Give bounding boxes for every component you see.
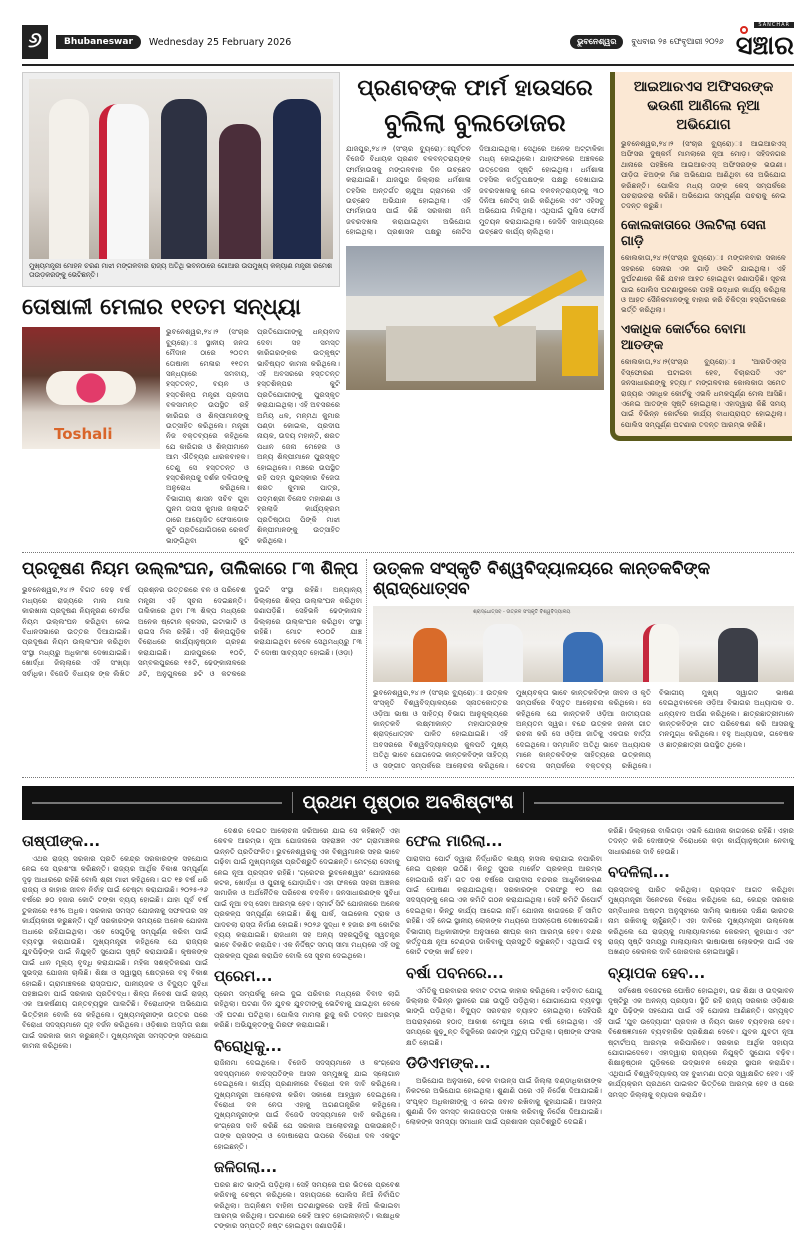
pollution-headline: ପ୍ରଦୂଷଣ ନିୟମ ଉଲ୍ଲଂଘନ, ତାଲିକାରେ ୮୩ ଶିଳ୍ପ [22,558,359,579]
continued-body: ଏଥର ରାଜ୍ୟ ସରକାର ପ୍ରତି କେନ୍ଦ୍ର ସରକାରଙ୍କ ସହଯୋଗ ନେଇ ସେ ପ୍ରଶଂସା କରିଛନ୍ତି। ରାଜ୍ୟର ଆର୍ଥିକ ବିକାଶ ସମ୍ପୂର୍ଣ୍ଣ ଦୃଢ଼ ଆଧାରରେ ରହିଛି ବୋଲି ଶ୍ରୀ ମାଝୀ କହିଥିଲେ। ଗତ ୧୭ ବର୍ଷ ଧରି ରାଜ୍ୟ ଓ କାହାର ଜୀବନ ନିର୍ବାହ ପାଇଁ ଚେଷ୍ଟା କରାଯାଉଛି। ୨୦୨୫-୨୬ ବର୍ଷରେ ୭୦ ହଜାର କୋଟି ଟଙ୍କା ବ୍ୟୟ ହୋଇଛି। ଯାହା ପୂର୍ବ ବର୍ଷ ତୁଳନାରେ ୧୫% ଅଧିକ। ସରକାର ସମସ୍ତ ଯୋଜନାକୁ ସଫଳତାର ସହ କାର୍ଯ୍ୟକାରୀ କରୁଛନ୍ତି। ପୂର୍ବ ସରକାରଙ୍କ ସମୟରେ ଅନେକ ଯୋଜନା ଅଧାରେ ରହିଯାଇଥିଲା। ଏବେ ସେଗୁଡ଼ିକୁ ସମ୍ପୂର୍ଣ୍ଣ କରିବା ପାଇଁ ବ୍ୟବସ୍ଥା କରାଯାଉଛି। ମୁଖ୍ୟମନ୍ତ୍ରୀ କହିଥିଲେ ଯେ ରାଜ୍ୟର ଯୁବପିଢ଼ିଙ୍କ ପାଇଁ ନିଯୁକ୍ତି ସୁଯୋଗ ସୃଷ୍ଟି କରାଯାଉଛି। କୃଷକଙ୍କ ପାଇଁ ଧାନ ମୂଲ୍ୟ ବୃଦ୍ଧି କରାଯାଇଛି। ମହିଳା ସଶକ୍ତିକରଣ ପାଇଁ ସୁଭଦ୍ରା ଯୋଜନା ଚାଲିଛି। ଶିକ୍ଷା ଓ ସ୍ୱାସ୍ଥ୍ୟ କ୍ଷେତ୍ରରେ ବହୁ ବିକାଶ ହୋଇଛି। ଗ୍ରାମାଞ୍ଚଳରେ ରାସ୍ତାଘାଟ, ପାନୀୟଜଳ ଓ ବିଦ୍ୟୁତ ସୁବିଧା ପହଞ୍ଚାଇବା ପାଇଁ ସରକାର ପ୍ରତିବଦ୍ଧ। ଶିଳ୍ପ ନିବେଶ ପାଇଁ ରାଜ୍ୟ ଏକ ଆକର୍ଷଣୀୟ ଗନ୍ତବ୍ୟସ୍ଥଳ ପାଲଟିଛି। ବିରୋଧୀଙ୍କ ଅଭିଯୋଗ ଭିତ୍ତିହୀନ ବୋଲି ସେ କହିଥିଲେ। ମୁଖ୍ୟମନ୍ତ୍ରୀଙ୍କ ଉତ୍ତର ପରେ ବିରୋଧୀ ସଦସ୍ୟମାନେ ଗୃହ ବର୍ଜନ କରିଥିଲେ। ଓଡ଼ିଶାର ଅସ୍ମିତା ରକ୍ଷା ପାଇଁ ସରକାର କାମ କରୁଛନ୍ତି। ମୁଖ୍ୟମନ୍ତ୍ରୀ ସମସ୍ତଙ୍କ ସହଯୋଗ କାମନା କରିଥିଲେ। [22,853,208,1051]
continued-title: ବ୍ୟାପକ ହେବ... [608,963,706,982]
person-figure [643,624,679,682]
banner-rule [32,802,282,804]
continued-banner-title: ପ୍ରଥମ ପୃଷ୍ଠାର ଅବଶିଷ୍ଟାଂଶ [292,792,525,813]
continued-title: ବଦଳିଲା... [608,863,670,882]
person-figure [718,628,758,682]
continued-title: ଜଳିଗଲା... [214,1158,278,1177]
toshali-photo [22,327,160,449]
bulldozer-headline-line1: ପ୍ରଣବଙ୍କ ଫାର୍ମ ହାଉସରେ [357,76,593,101]
continued-body: ରାଜିନାମା ଦେଇଥିଲେ। ବିଜେଡି ସଦସ୍ୟମାନେ ଓ କଂଗ୍ରେସ ସଦସ୍ୟମାନେ ବାଚସ୍ପତିଙ୍କ ଆସନ ସମ୍ମୁଖକୁ ଯାଇ ସ୍ଲୋଗାନ ଦେଇଥିଲେ। କାର୍ଯ୍ୟ ପ୍ରଣାଳୀରେ ବିରୋଧୀ ଦଳ ଦାବି କରିଥିଲେ। ମୁଖ୍ୟମନ୍ତ୍ରୀ ଆଲୋଚନା କରିବା ସକାଶେ ଆହ୍ୱାନ ଦେଇଥିଲେ। ବିରୋଧୀ ଦଳ ନେତା ଏହାକୁ ଅଗଣତାନ୍ତ୍ରିକ କହିଥିଲେ। ମୁଖ୍ୟମନ୍ତ୍ରୀଙ୍କ ପାଇଁ ବିଜେଡି ସଦସ୍ୟମାନେ ଦାବି କରିଥିଲେ। କଂଗ୍ରେସ ଦାବି କରିଛି ଯେ ସରକାର ଆଲୋଚନାରୁ ପଳାଉଛନ୍ତି। ତାଙ୍କ ପ୍ରସଙ୍ଗ ଓ ଦୋଷାରୋପ ଉପରେ ବିରୋଧୀ ଦଳ ଏକଜୁଟ ହୋଇଛନ୍ତି। [214,1058,400,1151]
person-figure [483,624,523,682]
continued-title: ଫେଲ ମାରିଲା... [406,831,503,850]
page-number: ୬ [22,25,48,59]
continued-col-2 [214,826,400,1232]
sidebar-story-3: କୋଲକାତା,୨୪।୨(ସଂଚାର ବ୍ୟୁରୋ)ଃ 'ଆରଡିଏକ୍ସ ବିସ୍ଫୋରଣ ଘଟାଇବା ହେବ, ବିଚାରପତି ଏବଂ ଜନସାଧାରଣଙ୍କୁ ହତ୍ୟା।' ମଙ୍ଗଳବାର କୋଲକାତା ସମେତ ରାଜ୍ୟର ଏକାଧିକ କୋର୍ଟକୁ ଏଭଳି ଧମକପୂର୍ଣ୍ଣ ମେଲ ଆସିଛି। ଏନେଇ ଆତଙ୍କ ସୃଷ୍ଟି ହୋଇଥିଲା। ଏହାଦ୍ୱାରା କିଛି ସମୟ ପାଇଁ ବିଭିନ୍ନ କୋର୍ଟରେ କାର୍ଯ୍ୟ ବାଧାପ୍ରାପ୍ତ ହୋଇଥିଲା। ପୋଲିସ ସମ୍ପୂର୍ଣ୍ଣ ଘଟଣାର ତଦନ୍ତ ଆରମ୍ଭ କରିଛି। [621,357,786,429]
continued-banner [22,786,794,820]
date-odia: ବୁଧବାର ୨୫ ଫେବୃଆରୀ ୨୦୨୬ [631,37,724,46]
continued-title: ଡିଡିଏମଙ୍କ... [406,1053,491,1072]
sidebar-subhead-2: କୋଲକାତାରେ ଓଲଟିଲା ସେନା ଗାଡ଼ି [621,217,766,250]
continued-title: ବିରୋଧିକୁ... [214,1036,283,1055]
cm-meeting-photo [29,79,333,259]
continued-title: ବର୍ଷା ପବନରେ... [406,963,504,982]
photo-backdrop-banner: ଶ୍ରାଦ୍ଧୋତ୍ସବ - ଉତ୍କଳ ସଂସ୍କୃତି ବିଶ୍ୱବିଦ୍ୟାଳୟ [473,608,571,615]
banner-rule [534,802,784,804]
continued-body: ଦେଶର ଦେଇତ ଆଲୋଚନା ଜରିଆରେ ଯାଇ ସେ କହିଛନ୍ତି ଏହା କେବଳ ଆରମ୍ଭ। ନୂଆ ଯୋଜନାରେ ସହରାଞ୍ଚଳ ଏବଂ ଗ୍ରାମାଞ୍ଚଳର ଉନ୍ନତି ପ୍ରତିଫଳିତ। ଭୁବନେଶ୍ୱରକୁ ଏକ ବିଶ୍ୱମାନର ସହର ଭାବେ ଗଢ଼ିବା ପାଇଁ ମୁଖ୍ୟମନ୍ତ୍ରୀ ପ୍ରତିଶ୍ରୁତି ଦେଇଛନ୍ତି। ମେଟ୍ରୋ ସେବାକୁ ନେଇ ନୂଆ ପ୍ରସ୍ତାବ ରହିଛି। 'ଗ୍ରେଟର ଭୁବନେଶ୍ୱର' ଯୋଜନାରେ କଟକ, ଖୋର୍ଦ୍ଧା ଓ ପୁରୀକୁ ଯୋଡ଼ାଯିବ। ଏହା ଫଳରେ ସହରୀ ଅଞ୍ଚଳର ସାମାଜିକ ଓ ଅର୍ଥନୈତିକ ପରିବେଶ ବଦଳିବ। ଜନସାଧାରଣଙ୍କ ସୁବିଧା ପାଇଁ ନୂଆ ବସ୍ ସେବା ଆରମ୍ଭ ହେବ। ସ୍ମାର୍ଟ ସିଟି ଯୋଜନାରେ ଅନେକ ପ୍ରକଳ୍ପ ସମ୍ପୂର୍ଣ୍ଣ ହୋଇଛି। ଶିଶୁ ପାର୍କ, ସାଇକେଲ ଟ୍ରାକ ଓ ପାଦଚଲା ରାସ୍ତା ନିର୍ମାଣ ହୋଇଛି। ୨୦୨୬ ସୁଦ୍ଧା ୧ ହଜାର ୭୩ କୋଟିର ବ୍ୟୟ କରାଯାଇଛି। ରାଜଧାନୀ ସହ ଅନ୍ୟ ସହରଗୁଡ଼ିକୁ ସ୍ୱତନ୍ତ୍ର ଭାବେ ବିକଶିତ କରାଯିବ। ଏକ ନିର୍ଦ୍ଦିଷ୍ଟ ସମୟ ସୀମା ମଧ୍ୟରେ ଏହି ସବୁ ପ୍ରକଳ୍ପ ପୂରଣ କରାଯିବ ବୋଲି ସେ ସୂଚନା ଦେଇଥିଲେ। [214,825,400,960]
sidebar-box [610,72,792,441]
person-figure [161,99,207,259]
sidebar-story-1: ଭୁବନେଶ୍ୱର,୨୪।୨ (ସଂଚାର ବ୍ୟୁରୋ)ଃ ଆଇଆରଏସ୍ ଅଫିସର ଦୁଷ୍କର୍ମ ମାମଲାରେ ନୂଆ ମୋଡ଼। ସହିଦନଗର ଥାନାରେ ପହଞ୍ଚିଲେ ଆଇଆରଏସ୍ ଅଫିସରଙ୍କ ଭଉଣୀ। ପୀଡ଼ିତା ଝିଅଙ୍କ ମିଛ ଅଭିଯୋଗ ଆଣିଥିବା ସେ ଅଭିଯୋଗ କରିଛନ୍ତି। ପୋଲିସ ମଧ୍ୟ ତାଙ୍କ କେସ୍ ସମ୍ପର୍କରେ ପଚରାଉଚରା କରିଛି। ଅଭିଯୋଗ ସମ୍ପୂର୍ଣ୍ଣ ପଚରାକୁ ନେଇ ତଦନ୍ତ କରୁଛି। [621,139,786,211]
sidebar-headline: ଆଇଆରଏସ ଅଫିସରଙ୍କ ଭଉଣୀ ଆଣିଲେ ନୂଆ ଅଭିଯୋଗ [633,79,774,133]
continued-col-4 [608,826,794,1232]
divider [22,777,794,778]
logo [732,22,794,62]
photo-caption: ମୁଖ୍ୟମନ୍ତ୍ରୀ ମୋହନ ଚରଣ ମାଝୀ ମଙ୍ଗଳବାର ରାଜ୍ୟ ଅତିଥି ଭବନଠାରେ ଗୋଆର ଉପମୁଖ୍ୟ କଳ୍ୟାଣ ମନ୍ତ୍ରୀ ରମେଶ ତାଉଡ଼କରଙ୍କୁ ଭେଟିଛନ୍ତି। [29,262,332,279]
utkal-event-photo [373,606,794,682]
date-english: Wednesday 25 February 2026 [148,36,292,48]
continued-body: ପ୍ରେମ ସମ୍ପର୍କକୁ ନେଇ ଦୁଇ ପରିବାର ମଧ୍ୟରେ ବିବାଦ ଲାଗି ରହିଥିଲା। ଘଟଣା ଦିନ ଯୁବକ ଯୁବତୀଙ୍କୁ ଭେଟିବାକୁ ଯାଇଥିବା ବେଳେ ଏହି ଘଟଣା ଘଟିଥିଲା। ପୋଲିସ ମାମଲା ରୁଜୁ କରି ତଦନ୍ତ ଆରମ୍ଭ କରିଛି। ଅଭିଯୁକ୍ତଙ୍କୁ ଗିରଫ କରାଯାଇଛି। [214,988,400,1030]
masthead [22,22,794,66]
excavator-body [562,306,598,376]
utkal-story [373,559,794,771]
utkal-body: ଭୁବନେଶ୍ୱର,୨୪।୨ (ସଂଚାର ବ୍ୟୁରୋ)ଃ ଉତ୍କଳ ସଂସ୍କୃତି ବିଶ୍ୱବିଦ୍ୟାଳୟରେ ସ୍ନାତକୋତ୍ତର ଓଡ଼ିଆ ଭାଷା ଓ ସାହିତ୍ୟ ବିଭାଗ ଆନୁକୂଲ୍ୟରେ କାନ୍ତକବି ଲକ୍ଷ୍ମୀକାନ୍ତ ମହାପାତ୍ରଙ୍କ ଶ୍ରାଦ୍ଧୋତ୍ସବ ପାଳିତ ହୋଇଯାଇଛି। ଏହି ଅବସରରେ ବିଶ୍ୱବିଦ୍ୟାଳୟର କୁଳପତି ମୁଖ୍ୟ ଅତିଥି ଭାବେ ଯୋଗଦେଇ କାନ୍ତକବିଙ୍କ ସାହିତ୍ୟ ଓ ସଙ୍ଗୀତ ସମ୍ପର୍କରେ ଆଲୋଚନା କରିଥିଲେ। ମୁଖ୍ୟବକ୍ତା ଭାବେ କାନ୍ତକବିଙ୍କ ଜୀବନ ଓ କୃତି ସମ୍ପର୍କରେ ବିସ୍ତୃତ ଆଲୋଚନା କରିଥିଲେ। ସେ କହିଥିଲେ ଯେ କାନ୍ତକବି ଓଡ଼ିଆ ଜାତୀୟତାର ଅନ୍ୟତମ ସ୍ୱର। ବନ୍ଦେ ଉତ୍କଳ ଜନନୀ ଗୀତ ରଚନା କରି ସେ ଓଡ଼ିଆ ଜାତିକୁ ଏକତାର ବାର୍ତ୍ତା ଦେଇଥିଲେ। ସମ୍ମାନିତ ଅତିଥି ଭାବେ ଅଧ୍ୟାପକ ମାନେ କାନ୍ତକବିଙ୍କ ସାହିତ୍ୟରେ ଉତ୍କଳୀୟ ଚେତନା ସମ୍ପର୍କରେ ବକ୍ତବ୍ୟ ରଖିଥିଲେ। ବିଭାଗୀୟ ମୁଖ୍ୟ ସ୍ୱାଗତ ଭାଷଣ ଦେଇଥିବାବେଳେ ଓଡ଼ିଆ ବିଭାଗର ଅଧ୍ୟାପକ ଡ. ଧନ୍ୟବାଦ ଅର୍ପଣ କରିଥିଲେ। ଛାତ୍ରଛାତ୍ରୀମାନେ କାନ୍ତକବିଙ୍କ ଗୀତ ପରିବେଷଣ କରି ଆସରକୁ ମନମୁଗ୍ଧ କରିଥିଲେ। ବହୁ ଅଧ୍ୟାପକ, ଗବେଷକ ଓ ଛାତ୍ରଛାତ୍ରୀ ଉପସ୍ଥିତ ଥିଲେ। [373,687,794,770]
pollution-body: ଭୁବନେଶ୍ୱର,୨୪।୨ ବିଗତ ଦେଢ଼ ବର୍ଷ ମଧ୍ୟରେ ରାଜ୍ୟରେ ମାଲ ମାଲ କାରଖାନା ପ୍ରଦୂଷଣ ନିୟନ୍ତ୍ରଣ ବୋର୍ଡର ନିୟମ ଉଲ୍ଲଂଘନ କରିଥିବା ନେଇ ବିଧାନସଭାରେ ଉତ୍ତର ଦିଆଯାଇଛି। ପ୍ରଦୂଷଣ ନିୟମ ଉଲ୍ଲଂଘନ କରିଥିବା ସଂସ୍ଥା ମଧ୍ୟରୁ ଅଧିକାଂଶ ଦେଖାଯାଇଛି। ଖୋର୍ଦ୍ଧା ଜିଲ୍ଲାରେ ଏହି ସଂଖ୍ୟା ସର୍ବାଧିକ। ବିଜେଡି ବିଧାୟକ ଙ୍କ ଲିଖିତ ପ୍ରଶ୍ନର ଉତ୍ତରରେ ବନ ଓ ପରିବେଶ ମନ୍ତ୍ରୀ ଏହି ସୂଚନା ଦେଇଛନ୍ତି। ତାଲିକାରେ ଥିବା ୮୩ ଶିଳ୍ପ ମଧ୍ୟରେ ଅନେକ ଷ୍ଟୋନ କ୍ରସର, ଇଟାଭାଟି ଓ ରାଇସ ମିଲ ରହିଛି। ଏହି ଶିଳ୍ପଗୁଡ଼ିକ ବିରୋଧରେ କାର୍ଯ୍ୟାନୁଷ୍ଠାନ ଗ୍ରହଣ କରାଯାଇଛି। ଯାଜପୁରରେ ୧୦ଟି, ସମ୍ବଲପୁରରେ ୧୫ଟି, ଢେଙ୍କାନାଳରେ ୬ଟି, ଅନୁଗୁଳରେ ୭ଟି ଓ କଟକରେ ଦୁଇଟି ସଂସ୍ଥା ରହିଛି। ଅନ୍ୟାନ୍ୟ ଜିଲ୍ଲାରେ ଶିଳ୍ପ ଉଲ୍ଲଂଘନ କରିଥିବା ଜଣାପଡ଼ିଛି। ସେହିଭଳି ଢେଙ୍କାନାଳ ଜିଲ୍ଲାରେ ଉଲ୍ଲଂଘନ କରିଥିବା ସଂସ୍ଥା ରହିଛି। ମୋଟ ୧୦୦ଟି ଯାଞ୍ଚ କରାଯାଇଥିବା ବେଳେ ସେଥିମଧ୍ୟରୁ ୮୩ ଟି ଦୋଷୀ ସାବ୍ୟସ୍ତ ହୋଇଛି। (ଓଡ଼ା) [22,585,362,678]
continued-body: ପାରାଦୀପ ପୋର୍ଟ ଦ୍ୱାରା ନିର୍ଦ୍ଧାରିତ ଲକ୍ଷ୍ୟ ହାସଲ କରାଯାଇ ନପାରିବା ନେଇ ପ୍ରଶ୍ନ ଉଠିଛି। କିନ୍ତୁ ସୁପର ମାର୍କେଟ ପ୍ରକଳ୍ପ ଆରମ୍ଭ ହୋଇପାରି ନାହିଁ। ଗତ ଦଶ ବର୍ଷରେ ପାରାଦୀପ ବନ୍ଦରର ଆଧୁନିକୀକରଣ ପାଇଁ ଘୋଷଣା କରାଯାଇଥିଲା। ସରକାରଙ୍କ ତରଫରୁ ୧୦ ଜଣ ସଦସ୍ୟଙ୍କୁ ନେଇ ଏକ କମିଟି ଗଠନ କରାଯାଇଥିଲା। ସେହି କମିଟି ରିପୋର୍ଟ ଦେଇଥିଲା। କିନ୍ତୁ କାର୍ଯ୍ୟ ଆଗେଇ ନାହିଁ। ଯୋଜନା କାଗଜରେ ହିଁ ସୀମିତ ରହିଛି। ଏହି ନେଇ ସ୍ଥାନୀୟ ଲୋକଙ୍କ ମଧ୍ୟରେ ଅସନ୍ତୋଷ ଦେଖାଦେଇଛି। ବିଭାଗୀୟ ଅଧିକାରୀଙ୍କ ଅନୁସାରେ ଶୀଘ୍ର କାମ ଆରମ୍ଭ ହେବ। ବନ୍ଦର କର୍ତ୍ତୃପକ୍ଷ ନୂଆ ଟେଣ୍ଡର ଡାକିବାକୁ ପ୍ରସ୍ତୁତି କରୁଛନ୍ତି। ଏଥିପାଇଁ ବହୁ କୋଟି ଟଙ୍କା ଖର୍ଚ୍ଚ ହେବ। [406,853,602,957]
left-column [22,72,340,546]
toshali-body: ଭୁବନେଶ୍ୱର,୨୪।୨ (ସଂଚାର ବ୍ୟୁରୋ)ଃ ସ୍ଥାନୀୟ ଜନତା ମୈଦାନ ଠାରେ ୨୦ତମ ତୋଷାଳୀ ମେଳାର ୧୧ତମ ସନ୍ଧ୍ୟାରେ ସମବାୟ, ହସ୍ତତନ୍ତ, ବୟନ ଓ ହସ୍ତଶିଳ୍ପ ମନ୍ତ୍ରୀ ପ୍ରଦୀପ ବଳସାମନ୍ତ ଉପସ୍ଥିତ ରହି କାରିଗର ଓ ଶିଳ୍ପୀମାନଙ୍କୁ ଉତ୍ସାହିତ କରିଥିଲେ। ମନ୍ତ୍ରୀ ନିଜ ବକ୍ତବ୍ୟରେ କହିଥିଲେ ଯେ କାରିଗର ଓ ଶିଳ୍ପୀମାନେ ଆମ ଐତିହ୍ୟର ଧାରକବାହକ। ତେଣୁ ସେ ହସ୍ତତନ୍ତ ଓ ହସ୍ତଶିଳ୍ପକୁ ଦର୍ଶକ ଦଳିତାଙ୍କୁ ଅନୁରୋଧ କରିଥିଲେ। ବିଭାଗୀୟ ଶାସନ ସଚିବ ଗୁହା ପୁନମ ତାପସ କୁମାର ଜଲାଉଟି ଠାରେ ଆୟୋଜିତ ଫେସାଡୋକ କୁଟି ପ୍ରତିଯୋଗିତାରେ ରେକର୍ଡ ଭାଙ୍ଗିଥିବା କୁଟି ପ୍ରତିଯୋଗୀଙ୍କୁ ଧନ୍ୟବାଦ ଦେବା ସହ ସମସ୍ତ କାରିଗରଙ୍କର ଉତ୍କୃଷ୍ଟ ଭାବିଷ୍ୟତ କାମନା କରିଥିଲେ। ଏହି ଅବସରରେ ହସ୍ତତନ୍ତ ହସ୍ତଶିଳ୍ପର କୁଟି ପ୍ରତିଯୋଗୀଙ୍କୁ ପୁରସ୍କୃତ କରାଯାଇଥିଲା। ଏହି ଅବସରରେ ଅମିୟ ଧଳ, ମନ୍ମଥ କୁମାର ପଣ୍ଡା କୋଇଲ, ପ୍ରଦୀପ ନାୟକ, ଉଦୟ ମହାନ୍ତି, ଶରତ ପଧାନ ଜେନା ମେହେର ଓ ଅନ୍ୟ ଶିଳ୍ପୀମାନେ ପୁରସ୍କୃତ ହୋଇଥିଲେ। ମଞ୍ଚରେ ଉପସ୍ଥିତ ରହି ପଦ୍ମ ପୁରସ୍କାର ବିଜେତା ଶରତ କୁମାର ପାତ୍ର, ପଦ୍ମଶ୍ରୀ ବିନୋଦ ମହାରଣା ଓ ହ୍ରଲାଜି କାର୍ଯ୍ୟକ୍ରମ ପ୍ରତିଷ୍ଠାତା ପିଙ୍କି ମାଝୀ ଶିଳ୍ପୀମାନଙ୍କୁ ଉତ୍ସାହିତ କରିଥିଲେ। [166,327,341,545]
continued-body: ପ୍ରସ୍ତାବକୁ ପାରିତ କରିଥିଲା। ପ୍ରସ୍ତାବ ଆଗତ କରିଥିବା ମୁଖ୍ୟମନ୍ତ୍ରୀ ସିନେଟରେ ବିରୋଧ କରିଥିଲେ ଯେ, କେନ୍ଦ୍ର ସରକାର ସମ୍ବିଧାନର ଅଷ୍ଟମ ଅନୁସୂଚୀରେ ସାମିଲ୍ ଭାଷାରେ ଦକ୍ଷିଣ ଭାରତର ନାମ ରଖିବାକୁ ଚାହୁଁଛନ୍ତି। ଏହା ଦାବିରେ ମୁଖ୍ୟମନ୍ତ୍ରୀ ଉଲ୍ଲେଖ କରିଥିଲେ ଯେ ରାଜ୍ୟକୁ ମାଲାୟାଲମରେ କେରଳମ୍ କୁହାଯାଏ ଏବଂ ରାଜ୍ୟ ସୃଷ୍ଟି ସମୟରୁ ମାଲାୟାଲମ ଭାଷାଭାଷୀ ଲୋକଙ୍କ ପାଇଁ ଏକ ଅଖଣ୍ଡ କେରଳର ଦାବି ଜୋରଦାର ହୋଇଆସୁଛି। [608,884,794,957]
center-column [346,72,604,546]
continued-body: ଘରର ଛାତ ଭାଙ୍ଗି ପଡ଼ିଥିଲା। ସେହି ସମୟରେ ଘର ଭିତରେ ପ୍ରବେଶ କରିବାକୁ ଚେଷ୍ଟା କରିଥିଲେ। ସହାୟତାରେ ପୋଲିସ ନିଆଁ ନିର୍ବାପିତ କରିଥିଲା। ଅଗ୍ନିଶମ ବାହିନୀ ଘଟଣାସ୍ଥଳରେ ପହଞ୍ଚି ନିଆଁ ଲିଭାଇବା ଆରମ୍ଭ କରିଥିଲା। ଘଟଣାରେ କେହି ଆହତ ହୋଇନାହାନ୍ତି। ଲକ୍ଷାଧିକ ଟଙ୍କାର ସମ୍ପତ୍ତି ନଷ୍ଟ ହୋଇଥିବା ଜଣାପଡ଼ିଛି। [214,1179,400,1231]
photo-story [22,72,340,287]
logo-tag: SANCHAR [754,22,794,28]
rubble [386,326,536,381]
continued-title: ତାଷ୍ପୀଙ୍କ... [22,831,101,850]
flower-bouquet [46,371,136,405]
continued-col-1 [22,826,208,1232]
person-figure [273,99,321,259]
continued-body: ଏମିତିକୁ ଘରବାରର କବାଟ ତଟାଇ କାହାର କରିଥିଲେ। ଝଡ଼ିବାତ ଯୋଗୁ ଜିଲ୍ଲାର ବିଭିନ୍ନ ସ୍ଥାନରେ ଗଛ ଉପୁଡ଼ି ପଡ଼ିଥିଲା। ଯୋଗାଯୋଗ ବ୍ୟବସ୍ଥା ଭାଙ୍ଗି ପଡ଼ିଥିଲା। ବିଦ୍ୟୁତ ସରବରାହ ବ୍ୟାହତ ହୋଇଥିଲା। ସେହିପରି ଅପରାହ୍ଣରେ ହଠାତ୍ ଆକାଶ ମେଘୁଆ ହୋଇ ବର୍ଷା ହୋଇଥିଲା। ଏହି ସମୟରେ କୁଢ଼ୁନ୍ତ ବିଜୁଳିରେ ଜଣଙ୍କ ମୃତ୍ୟୁ ଘଟିଥିଲା। ଚାଷୀଙ୍କ ଫସଲ କ୍ଷତି ହୋଇଛି। [406,985,602,1047]
continued-col-3 [406,826,602,1232]
continued-body: ସର୍ବଶେଷ ବଜେଟରେ ଘୋଷିତ ହୋଇଥିବା, ଉଚ୍ଚ ଶିକ୍ଷା ଓ ଉଦ୍ଭାବନ ଦୃଷ୍ଟିରୁ ଏକ ଅନନ୍ୟ ପ୍ରୟାସ। ସ୍ଥିତି ରହି ରାଜ୍ୟ ସରକାର ଓଡ଼ିଶାର ଯୁବ ପିଢ଼ିଙ୍କ ସହଯୋଗ ପାଇଁ ଏହି ଯୋଜନା ଆଣିଛନ୍ତି। ସମ୍ପୃକ୍ତ ପାଇଁ 'ଯୁବ ଉଦ୍ୟୋଗୀ' ପ୍ରଦାନ ଓ ନିୟମ ଭାବେ ବ୍ୟବହାର ହେବ। ବିଶେଷଜ୍ଞମାନେ ବ୍ୟବହାରିକ ପ୍ରଶିକ୍ଷଣ ଦେବେ। ଯୁବକ ଯୁବତୀ ନୂଆ ଷ୍ଟାର୍ଟଅପ୍ ଆରମ୍ଭ କରିପାରିବେ। ସରକାର ଆର୍ଥିକ ସହାୟତା ଯୋଗାଇଦେବେ। ଏହାଦ୍ୱାରା ରାଜ୍ୟରେ ନିଯୁକ୍ତି ସୁଯୋଗ ବଢ଼ିବ। ଶିକ୍ଷାନୁଷ୍ଠାନ ଗୁଡ଼ିକରେ ଉଦ୍ଭାବନ କେନ୍ଦ୍ର ସ୍ଥାପନ କରାଯିବ। ଏଥିପାଇଁ ବିଶ୍ୱବିଦ୍ୟାଳୟ ସହ ବୁଝାମଣା ପତ୍ର ସ୍ୱାକ୍ଷରିତ ହେବ। ଏହି କାର୍ଯ୍ୟକ୍ରମ ପ୍ରଥମେ ପାଇଲଟ ଭିତ୍ତିରେ ଆରମ୍ଭ ହେବ ଓ ପରେ ସମସ୍ତ ଜିଲ୍ଲାକୁ ବ୍ୟାପକ କରାଯିବ। [608,985,794,1099]
logo-wordmark: ସଞ୍ଚାର [735,31,794,61]
bulldozer-photo [346,246,604,390]
sidebar-story-2: କୋଲକାତା,୨୪।୨(ସଂଚାର ବ୍ୟୁରୋ)ଃ ମଙ୍ଗଳବାର ସକାଳେ ସହରରେ ସେନାର ଏକ ଗାଡ଼ି ଓଲଟି ଯାଇଥିଲା। ଏହି ଦୁର୍ଘଟଣାରେ କିଛି ଯବାନ ଆହତ ହୋଇଥିବା ଜଣାପଡ଼ିଛି। ସୂଚନା ପାଇ ପୋଲିସ ଘଟଣାସ୍ଥଳରେ ପହଞ୍ଚି ଉଦ୍ଧାର କାର୍ଯ୍ୟ କରିଥିଲା ଓ ଆହତ ସୈନିକମାନଙ୍କୁ ବାହାର କରି ଚିକିତ୍ସା ହସ୍ପିଟାଲରେ ଭର୍ତ୍ତି କରିଥିଲା। [621,253,786,315]
toshali-headline: ତୋଷାଳୀ ମେଳାର ୧୧ତମ ସନ୍ଧ୍ୟା [22,295,301,320]
logo-dot-icon [740,26,748,34]
person-figure [413,628,447,682]
continued-title: ପ୍ରେମ... [214,967,273,986]
bulldozer-headline [346,72,604,140]
person-figure [49,99,89,259]
divider [22,552,794,553]
toshali-story [22,327,340,546]
person-figure [219,124,261,259]
city-pill: Bhubaneswar [56,35,141,49]
bulldozer-headline-line2: ବୁଲିଲା ବୁଲଡୋଜର [384,108,566,137]
city-odia-pill: ଭୁବନେଶ୍ୱର [570,35,623,49]
pollution-story [22,559,367,771]
person-figure [99,104,149,259]
toshali-photo-logo: Toshali [54,425,113,444]
utkal-headline: ଉତ୍କଳ ସଂସ୍କୃତି ବିଶ୍ୱବିଦ୍ୟାଳୟରେ କାନ୍ତକବିଙ୍କ ଶ୍ରାଦ୍ଧୋତ୍ସବ [373,558,711,600]
sidebar-subhead-3: ଏକାଧିକ କୋର୍ଟରେ ବୋମା ଆତଙ୍କ [621,321,746,354]
continued-body: ଅଭିଯୋଗ ଅନୁସାରେ, ଚେକ ବାଉନ୍ସ ପାଇଁ ଜିଲ୍ଲା ଦଣ୍ଡାଧିକାରୀଙ୍କ ନିକଟରେ ଅଭିଯୋଗ ହୋଇଥିଲା। ଶୁଣାଣି ପରେ ଏହି ନିର୍ଦ୍ଦେଶ ଦିଆଯାଇଛି। ସଂପୃକ୍ତ ଅଧିକାରୀଙ୍କୁ ଏ ନେଇ ଜବାବ ରଖିବାକୁ କୁହାଯାଇଛି। ଆସନ୍ତା ଶୁଣାଣି ଦିନ ସମସ୍ତ କାଗଜପତ୍ର ଦାଖଲ କରିବାକୁ ନିର୍ଦ୍ଦେଶ ଦିଆଯାଇଛି। ଲୋକଙ୍କ ସମସ୍ୟା ସମାଧାନ ପାଇଁ ପ୍ରଶାସନ ପ୍ରତିଶ୍ରୁତି ଦେଇଛି। [406,1075,602,1127]
continued-body: କରିଛି। ଜିଲ୍ଲାରେ ବାଲିଗଡ଼ା ଏଭଳି ଯୋଜନା କାଗଜରେ ରହିଛି। ଏହାର ତଦନ୍ତ କରି ଦୋଷୀଙ୍କ ବିରୋଧରେ କଡ଼ା କାର୍ଯ୍ୟାନୁଷ୍ଠାନ ନେବାକୁ ସାଧାରଣରେ ଦାବି ହେଉଛି। [608,825,794,856]
person-figure [563,632,603,682]
bulldozer-body: ଯାଜପୁର,୨୪।୨ (ସଂଚାର ବ୍ୟୁରୋ)ଃପୂର୍ବତନ ବିଜେଡି ବିଧାୟକ ପ୍ରଣବ ବଳବନ୍ତରାୟଙ୍କ ଫାର୍ମହାଉସକୁ ମଙ୍ଗଳବାର ଦିନ ଉଚ୍ଛେଦ କରାଯାଇଛି। ଯାଜପୁର ଜିଲ୍ଲାର ଧର୍ମଶାଳା ତହସିଲ ଅନ୍ତର୍ଗତ ଚାନ୍ଦୁଆ ଗ୍ରାମରେ ଏହି ଉଚ୍ଛେଦ ଅଭିଯାନ ହୋଇଥିଲା। ଏହି ଫାର୍ମହାଉସ ପାଇଁ କିଛି ସରକାରୀ ଜମି ଜବରଦଖଲ କରାଯାଇଥିବା ଅଭିଯୋଗ ହୋଇଥିଲା। ପ୍ରଶାସନ ପକ୍ଷରୁ ନୋଟିସ ଦିଆଯାଇଥିଲା। ସେଥିରେ ଅନେକ ଅଟ୍ଟାଳିକା ମଧ୍ୟ ହୋଇଥିଲେ। ଯାହାଫଳରେ ଅଞ୍ଚଳରେ ଉତ୍ତେଜନା ସୃଷ୍ଟି ହୋଇଥିଲା। ଧର୍ମଶାଳା ତହସିଲ କର୍ତ୍ତୃପକ୍ଷଙ୍କ ପକ୍ଷରୁ ଦେଖାଯାଇ ଜବରଦଖଲକୁ ନେଇ ବଳବନ୍ତରାୟଙ୍କୁ ୩୦ ଦିନିଆ ନୋଟିସ୍ ଜାରି କରିଥିଲେ ଏବଂ ଏହିସବୁ ଅଭିଯୋଗ ମିଳିଥିଲା। ଏଥିପାଇଁ ପୁଲିସ ଫୋର୍ସ ମୁତୟନ କରାଯାଇଥିଲା। ଜେସିବି ସାହାଯ୍ୟରେ ଉଚ୍ଛେଦ କାର୍ଯ୍ୟ ଚାଲିଥିଲା। [346,144,604,237]
